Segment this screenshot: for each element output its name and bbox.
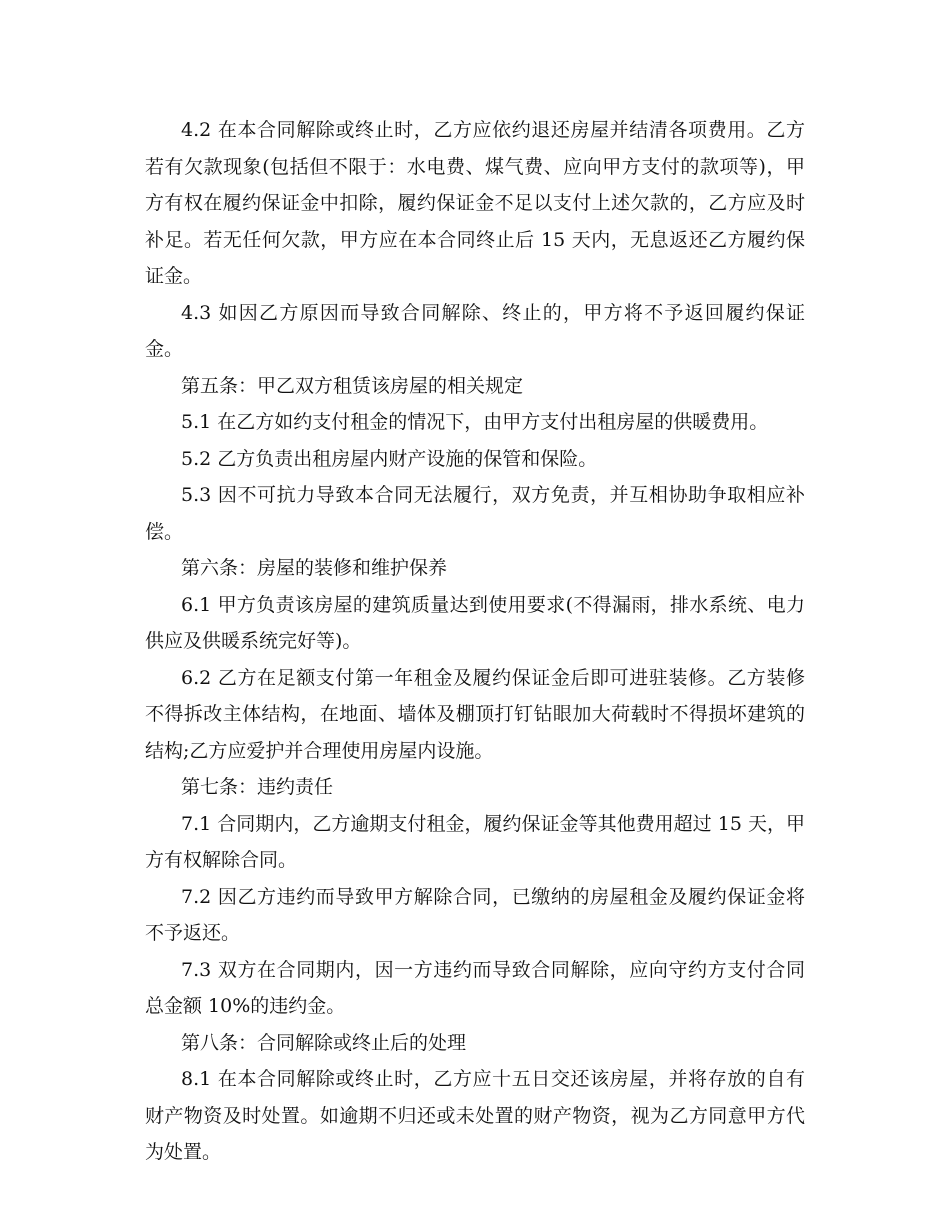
paragraph-7-3: 7.3 双方在合同期内，因一方违约而导致合同解除，应向守约方支付合同总金额 10%的违约金。 [145,958,805,1017]
paragraph-4-2: 4.2 在本合同解除或终止时，乙方应依约退还房屋并结清各项费用。乙方若有欠款现象(包括但不限于：水电费、煤气费、应向甲方支付的款项等)，甲方有权在履约保证金中扣除，履约保证金不足以支付上述欠款的，乙方应及时补足。若无任何欠款，甲方应在本合同终止后 15 天内，无息返还乙方履约保证金。 [145,119,805,287]
paragraph-6-1: 6.1 甲方负责该房屋的建筑质量达到使用要求(不得漏雨，排水系统、电力供应及供暖系统完好等)。 [145,593,805,652]
paragraph-6-2: 6.2 乙方在足额支付第一年租金及履约保证金后即可进驻装修。乙方装修不得拆改主体结构，在地面、墙体及棚顶打钉钻眼加大荷载时不得损坏建筑的结构;乙方应爱护并合理使用房屋内设施。 [145,666,805,762]
document-body [145,112,805,1171]
paragraph-4-3: 4.3 如因乙方原因而导致合同解除、终止的，甲方将不予返回履约保证金。 [145,301,805,360]
paragraph-8-1: 8.1 在本合同解除或终止时，乙方应十五日交还该房屋，并将存放的自有财产物资及时处置。如逾期不归还或未处置的财产物资，视为乙方同意甲方代为处置。 [145,1068,805,1163]
section-heading-5: 第五条：甲乙双方租赁该房屋的相关规定 [181,374,524,397]
paragraph-5-2: 5.2 乙方负责出租房屋内财产设施的保管和保险。 [181,447,598,470]
section-heading-6: 第六条：房屋的装修和维护保养 [181,557,448,579]
paragraph-7-2: 7.2 因乙方违约而导致甲方解除合同，已缴纳的房屋租金及履约保证金将不予返还。 [145,885,805,944]
paragraph-7-1: 7.1 合同期内，乙方逾期支付租金，履约保证金等其他费用超过 15 天，甲方有权解除合同。 [145,812,805,871]
section-heading-7: 第七条：违约责任 [181,776,334,798]
paragraph-5-3: 5.3 因不可抗力导致本合同无法履行，双方免责，并互相协助争取相应补偿。 [145,484,805,543]
section-heading-8: 第八条：合同解除或终止后的处理 [181,1031,467,1054]
paragraph-5-1: 5.1 在乙方如约支付租金的情况下，由甲方支付出租房屋的供暖费用。 [181,411,769,433]
